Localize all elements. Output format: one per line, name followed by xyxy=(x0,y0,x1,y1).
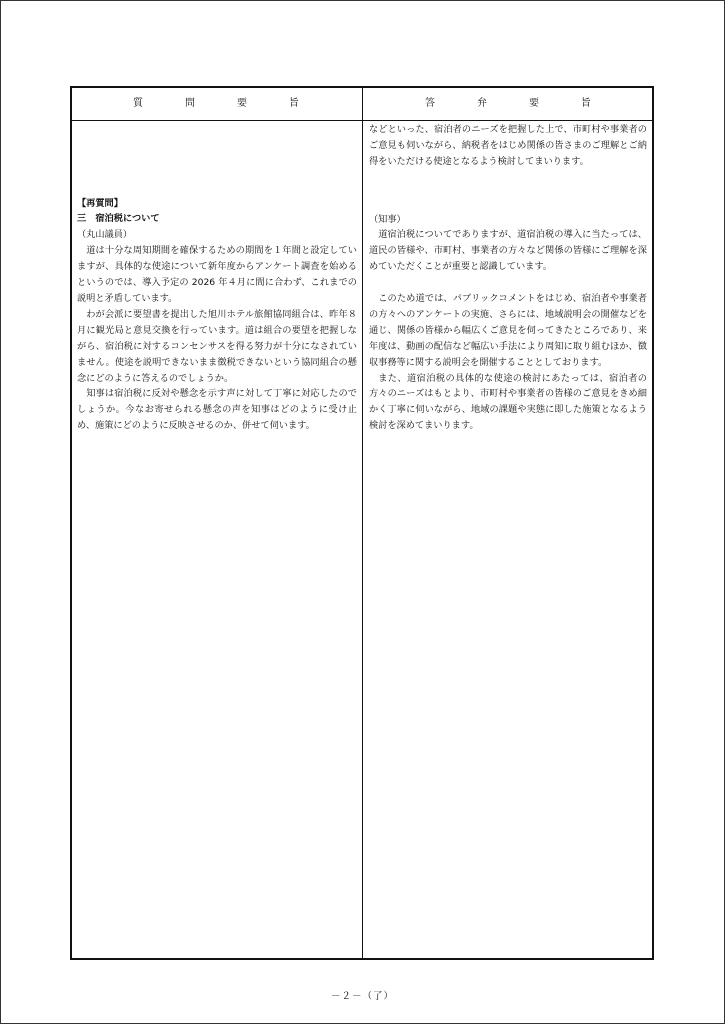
answer-paragraph-2: このため道では、パブリックコメントをはじめ、宿泊者や事業者の方々へのアンケートの実施、さらには、地域説明会の開催などを通じ、関係の皆様から幅広くご意見を伺ってきたところであり、来年度は、動画の配信など幅広い手法により周知に取り組むほか、徴収事務等に関する説明会を開催することとしております。 xyxy=(369,293,647,368)
question-paragraph-3: 知事は宿泊税に反対や懸念を示す声に対して丁寧に対応したのでしょうか。今なお寄せられる懸念の声を知事はどのように受け止め、施策にどのように反映させるのか、併せて伺います。 xyxy=(77,388,357,432)
answer-paragraph-3: また、道宿泊税の具体的な使途の検討にあたっては、宿泊者の方々のニーズはもとより、市町村や事業者の皆様のご意見をきめ細かく丁寧に伺いながら、地域の課題や実態に即した施策となるよう検討を深めてまいります。 xyxy=(369,372,647,432)
questioner-name: （丸山議員） xyxy=(77,229,133,241)
answerer-name: （知事） xyxy=(369,213,406,225)
page-number: －２－（了） xyxy=(330,991,394,1002)
header-answer-summary: 答弁要旨 xyxy=(425,98,633,109)
column-divider xyxy=(362,88,363,958)
question-column xyxy=(74,122,360,958)
answer-paragraph-1: 道宿泊税についてでありますが、道宿泊税の導入に当たっては、道民の皆様や、市町村、事業者の方々など関係の皆様にご理解を深めていただくことが重要と認識しています。 xyxy=(369,229,647,273)
qa-table xyxy=(70,86,654,960)
section-label: 【再質問】 xyxy=(77,197,123,209)
section-title: 三 宿泊税について xyxy=(77,213,160,225)
header-question-summary: 質問要旨 xyxy=(133,98,341,109)
question-paragraph-2: わが会派に要望書を提出した旭川ホテル旅館協同組合は、昨年８月に観光局と意見交換を行っています。道は組合の要望を把握しながら、宿泊税に対するコンセンサスを得る努力が十分になされていません。使途を説明できないまま徴税できないという協同組合の懸念にどのように答えるのでしょうか。 xyxy=(77,308,357,384)
table-header xyxy=(72,88,652,121)
answer-continuation: などといった、宿泊者のニーズを把握した上で、市町村や事業者のご意見も伺いながら、納税者をはじめ関係の皆さまのご理解とご納得をいただける使途となるよう検討してまいります。 xyxy=(369,124,647,167)
question-paragraph-1: 道は十分な周知期間を確保するための期間を１年間と設定していますが、具体的な使途について新年度からアンケート調査を始めるというのでは、導入予定の 2026 年４月に間に合わず、これまでの説明と矛盾しています。 xyxy=(77,245,357,304)
answer-column xyxy=(366,122,650,958)
